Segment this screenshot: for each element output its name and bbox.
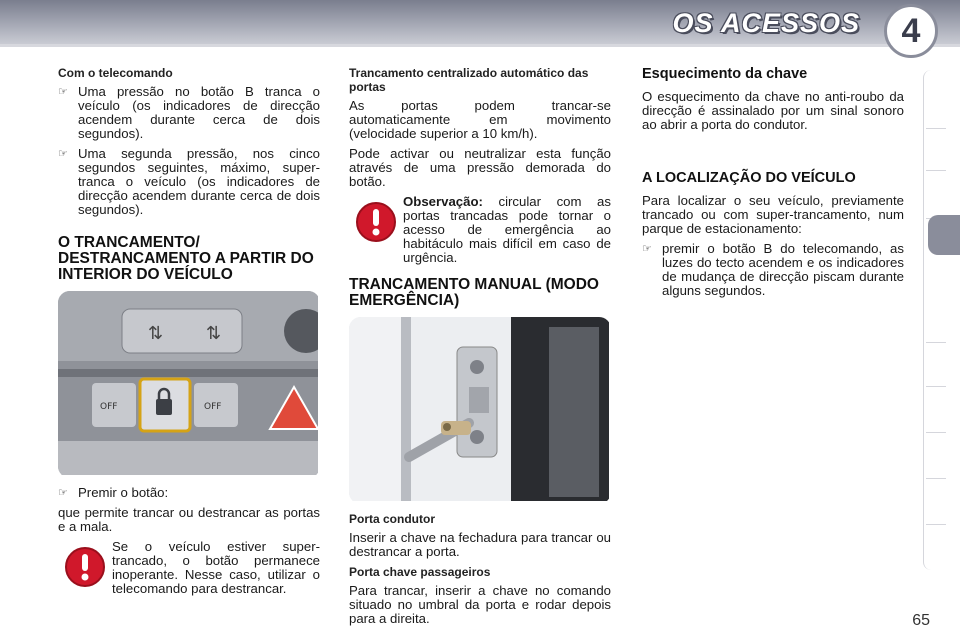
- door-lock-photo: [349, 317, 611, 504]
- driver-door-heading: Porta condutor: [349, 512, 435, 526]
- column-2: [349, 66, 611, 632]
- locate-vehicle-text: Para localizar o seu veículo, previamente trancado ou com super-trancamento, num parque de estacionamento:: [642, 193, 904, 236]
- supertrancado-note: Se o veículo estiver super-trancado, o botão permanece inoperante. Nesse caso, utilizar o telecomando para destrancar.: [58, 540, 320, 596]
- header-divider: [0, 44, 960, 47]
- auto-lock-heading: Trancamento centralizado automático das portas: [349, 66, 589, 94]
- observation-label: Observação:: [403, 194, 483, 209]
- auto-lock-p2: Pode activar ou neutralizar esta função através de uma pressão demorada do botão.: [349, 146, 611, 189]
- warning-icon: [58, 540, 112, 596]
- manual-lock-heading: TRANCAMENTO MANUAL (MODO EMERGÊNCIA): [349, 276, 599, 309]
- page-number: 65: [912, 612, 930, 629]
- forgotten-key-heading: Esquecimento da chave: [642, 66, 808, 82]
- svg-text:OFF: OFF: [100, 402, 118, 412]
- locate-vehicle-heading: A LOCALIZAÇÃO DO VEÍCULO: [642, 170, 856, 186]
- remote-bullet-2: ☞ Uma segunda pressão, nos cinco segundos seguintes, máximo, super-tranca o veículo (os indicadores de direcção acendem durante cerca de dois segundos).: [58, 146, 320, 217]
- auto-lock-p1: As portas podem trancar-se automaticamente em movimento (velocidade superior a 10 km/h).: [349, 98, 611, 141]
- interior-heading: O TRANCAMENTO/ DESTRANCAMENTO A PARTIR DO INTERIOR DO VEÍCULO: [58, 234, 314, 283]
- press-bullet: ☞ Premir o botão:: [58, 485, 169, 500]
- forgotten-key-text: O esquecimento da chave no anti-roubo da direcção é assinalado por um sinal sonoro ao abrir a porta do condutor.: [642, 89, 904, 132]
- svg-text:⇅: ⇅: [206, 323, 222, 344]
- locate-bullet: ☞ premir o botão B do telecomando, as luzes do tecto acendem e os indicadores de mudança de direcção piscam durante alguns segundos.: [642, 241, 904, 298]
- finger-icon: ☞: [642, 243, 652, 255]
- press-text: que permite trancar ou destrancar as portas e a mala.: [58, 505, 320, 534]
- svg-text:OFF: OFF: [204, 402, 222, 412]
- column-3: [642, 66, 904, 304]
- svg-text:⇅: ⇅: [148, 323, 164, 344]
- observation-text: circular com as portas trancadas pode tornar o acesso de emergência ao habitáculo mais difícil em caso de urgência.: [403, 194, 611, 265]
- dashboard-buttons-photo: [58, 291, 320, 478]
- column-1: [58, 66, 320, 604]
- passenger-door-heading: Porta chave passageiros: [349, 565, 491, 579]
- finger-icon: ☞: [58, 487, 68, 499]
- warning-icon: [349, 195, 403, 265]
- passenger-door-text: Para trancar, inserir a chave no comando situado no umbral da porta e rodar depois para a direita.: [349, 583, 611, 626]
- chapter-tab-active[interactable]: [928, 215, 960, 255]
- remote-bullet-1: ☞ Uma pressão no botão B tranca o veículo (os indicadores de direcção acendem durante cerca de dois segundos).: [58, 84, 320, 141]
- finger-icon: ☞: [58, 86, 68, 98]
- finger-icon: ☞: [58, 148, 68, 160]
- chapter-tabs: [923, 70, 946, 570]
- chapter-number-badge: 4: [884, 4, 938, 58]
- observation-note: [349, 195, 611, 265]
- chapter-title: OS ACESSOS: [672, 8, 860, 38]
- remote-heading: Com o telecomando: [58, 66, 173, 80]
- driver-door-text: Inserir a chave na fechadura para trancar ou destrancar a porta.: [349, 530, 611, 559]
